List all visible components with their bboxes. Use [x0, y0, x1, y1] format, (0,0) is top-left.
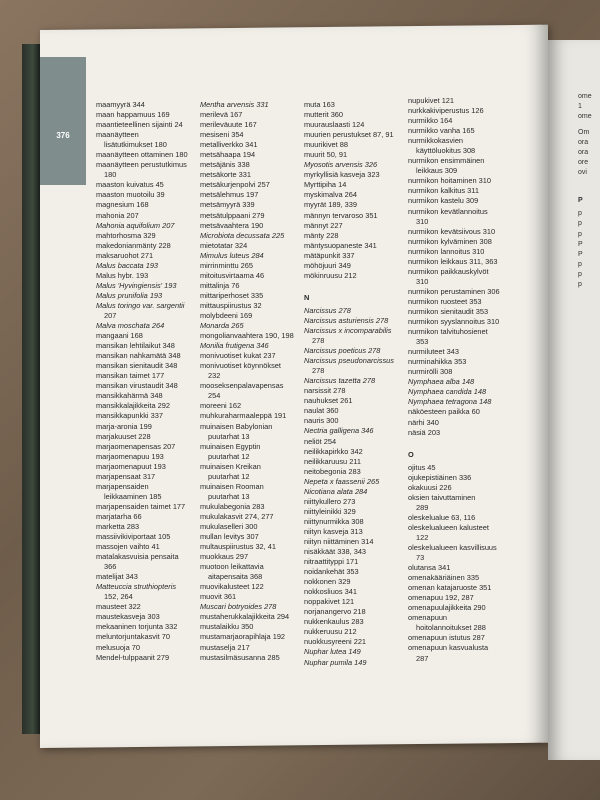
index-entry: nurmirölli 308 — [408, 367, 453, 377]
index-entry: myrkyllisiä kasveja 323 — [304, 170, 380, 180]
index-entry: metsälehmus 197 — [200, 190, 259, 200]
index-entry: metsätulppaani 279 — [200, 210, 265, 220]
index-entry: niittykullero 273 — [304, 496, 356, 506]
index-entry: mansikkalajikkeita 292 — [96, 401, 170, 411]
index-entry: Nectria galligena 346 — [304, 426, 374, 436]
index-entry: mansikan nahkamätä 348 — [96, 351, 181, 361]
index-entry: mahtorhosma 329 — [96, 230, 156, 240]
index-entry: Malva moschata 264 — [96, 321, 165, 331]
index-entry: Malus hybr. 193 — [96, 270, 149, 280]
index-entry: 152, 264 — [104, 592, 133, 602]
index-entry: niityn kasveja 313 — [304, 526, 363, 536]
index-entry: Monilia frutigena 346 — [200, 341, 269, 351]
index-entry: mansikan sienitaudit 348 — [96, 361, 178, 371]
index-entry: nurmikko vanha 165 — [408, 126, 475, 136]
index-entry: puutarhat 13 — [208, 431, 250, 441]
index-entry: marjapensaiden — [96, 481, 149, 491]
index-entry: nurmiluteet 343 — [408, 347, 459, 357]
index-entry: oleskelualueen kalusteet — [408, 522, 489, 532]
index-entry: marja-aronia 199 — [96, 421, 152, 431]
index-column-2 — [200, 100, 294, 663]
index-entry: nukkenkaulus 283 — [304, 617, 364, 627]
index-entry: mullan levitys 307 — [200, 532, 259, 542]
index-entry: 278 — [312, 336, 325, 346]
index-entry: muurien perustukset 87, 91 — [304, 130, 394, 140]
index-entry: mustaherukkalajikkeita 294 — [200, 612, 290, 622]
index-entry: nurkkakiviperustus 126 — [408, 106, 484, 116]
index-entry: p — [578, 260, 582, 268]
index-entry: hoitolannoitukset 288 — [416, 623, 486, 633]
index-entry: myyrät 189, 339 — [304, 200, 357, 210]
index-entry: marjakuuset 228 — [96, 431, 151, 441]
index-entry: Narcissus poeticus 278 — [304, 346, 381, 356]
index-entry: mätäpunkit 337 — [304, 250, 355, 260]
index-entry: maanäytteen perustutkimus — [96, 160, 187, 170]
index-entry: nokkonen 329 — [304, 577, 351, 587]
index-entry: Mentha arvensis 331 — [200, 100, 269, 109]
index-entry: maksaruohot 271 — [96, 250, 154, 260]
index-entry: marjapensaat 317 — [96, 471, 156, 481]
index-entry: 254 — [208, 391, 221, 401]
index-entry: 122 — [416, 532, 429, 542]
index-entry: muinaisen Rooman — [200, 481, 264, 491]
index-entry: p — [578, 210, 582, 218]
index-entry: oleskelualue 63, 116 — [408, 512, 476, 522]
index-entry: maan happamuus 169 — [96, 110, 170, 120]
index-entry: muinaisen Egyptin — [200, 441, 261, 451]
index-entry: ora — [578, 149, 589, 157]
index-entry: mansikkapunkki 337 — [96, 411, 163, 421]
index-letter-heading: N — [304, 292, 310, 302]
index-entry: oleskelualueen kasvillisuus — [408, 543, 497, 553]
index-entry: maamyyrä 344 — [96, 100, 145, 109]
index-entry: maanäytteen — [96, 130, 139, 140]
index-entry: omenapuun istutus 287 — [408, 633, 485, 643]
index-entry: nitraattityppi 171 — [304, 557, 359, 567]
index-entry: niittyleinikki 329 — [304, 506, 356, 516]
index-entry: puutarhat 12 — [208, 451, 250, 461]
index-entry: nurmikon lannoitus 310 — [408, 246, 485, 256]
index-entry: muovikalusteet 122 — [200, 582, 264, 592]
index-entry: Microbiota decussata 225 — [200, 230, 285, 240]
index-entry: Malus prunifolia 193 — [96, 290, 163, 300]
index-entry: omenapuu 192, 287 — [408, 593, 474, 603]
index-entry: mirrinminttu 265 — [200, 260, 253, 270]
index-entry: maustekasveja 303 — [96, 612, 160, 622]
index-entry: mänty 228 — [304, 230, 339, 240]
index-entry: nisäkkäät 338, 343 — [304, 547, 367, 557]
index-entry: nurmikon kastelu 309 — [408, 196, 479, 206]
index-entry: magnesium 168 — [96, 200, 149, 210]
index-entry: mitoitusvirtaama 46 — [200, 270, 265, 280]
index-entry: nurmikon ruosteet 353 — [408, 296, 482, 306]
index-entry: Om — [578, 129, 590, 137]
index-entry: männyn tervaroso 351 — [304, 210, 378, 220]
column-gap — [408, 438, 500, 444]
index-entry: nurmikon kylväminen 308 — [408, 236, 492, 246]
index-entry: mansikkahärmä 348 — [96, 391, 163, 401]
index-entry: norjanangervo 218 — [304, 607, 366, 617]
index-entry: omenapuulajikkeita 290 — [408, 603, 486, 613]
index-entry: nurmikon talvituhosienet — [408, 327, 488, 337]
book-spine — [22, 44, 40, 734]
index-entry: ome — [578, 113, 592, 121]
index-entry: massiivikiviportaat 105 — [96, 532, 171, 542]
index-entry: merilevä 167 — [200, 110, 243, 120]
index-entry: nurmikon kevätlannoitus — [408, 206, 488, 216]
index-entry: mekaaninen torjunta 332 — [96, 622, 178, 632]
index-entry: matalakasvuisia pensaita — [96, 552, 179, 562]
index-entry: neilikkaruusu 211 — [304, 456, 361, 466]
index-entry: Narcissus pseudonarcissus — [304, 356, 394, 366]
index-entry: 207 — [104, 310, 117, 320]
index-entry: niittynurmikka 308 — [304, 516, 364, 526]
index-letter-heading: O — [408, 449, 414, 459]
index-entry: 289 — [416, 502, 429, 512]
index-entry: mukulakasvit 274, 277 — [200, 511, 274, 521]
index-entry: Nymphaea alba 148 — [408, 377, 475, 387]
index-entry: Myosotis arvensis 326 — [304, 160, 378, 170]
index-entry: narsissit 278 — [304, 386, 346, 396]
index-entry: metsämyyrä 339 — [200, 200, 255, 210]
index-entry: nupukivet 121 — [408, 96, 455, 105]
index-entry: käyttöluokitus 308 — [416, 146, 476, 156]
index-entry: Nymphaea tetragona 148 — [408, 397, 492, 407]
index-entry: muinaisen Babylonian — [200, 421, 273, 431]
book-page-right — [548, 40, 600, 760]
index-entry: Narcissus tazetta 278 — [304, 376, 376, 386]
index-entry: mansikan taimet 177 — [96, 371, 165, 381]
index-entry: maaston kuivatus 45 — [96, 180, 164, 190]
index-entry: mutterit 360 — [304, 110, 344, 120]
index-entry: Mahonia aquifolium 207 — [96, 220, 175, 230]
index-entry: Nepeta x faassenii 265 — [304, 476, 380, 486]
index-entry: Narcissus 278 — [304, 305, 351, 315]
index-entry: Myrttipiha 14 — [304, 180, 347, 190]
index-entry: nukkeruusu 212 — [304, 627, 357, 637]
column-gap — [578, 184, 592, 190]
index-entry: mansikan lehtilaikut 348 — [96, 341, 175, 351]
index-entry: neilikkapirkko 342 — [304, 446, 363, 456]
index-entry: lisätutkimukset 180 — [104, 140, 167, 150]
index-entry: nuokkusyreeni 221 — [304, 637, 367, 647]
index-entry: molybdeeni 169 — [200, 310, 253, 320]
column-gap — [304, 281, 394, 287]
index-entry: Nymphaea candida 148 — [408, 387, 487, 397]
index-entry: 73 — [416, 553, 425, 563]
index-entry: 180 — [104, 170, 117, 180]
index-entry: puutarhat 12 — [208, 471, 250, 481]
index-entry: mooseksenpalavapensas — [200, 381, 284, 391]
index-entry: omenan katajaruoste 351 — [408, 583, 492, 593]
index-entry: neitobegonia 283 — [304, 466, 361, 476]
index-entry: nurmikon kalkitus 311 — [408, 186, 479, 196]
index-entry: ome — [578, 93, 592, 100]
index-entry: näsiä 203 — [408, 427, 441, 437]
index-entry: nurmikon ensimmäinen — [408, 156, 485, 166]
index-entry: muotoon leikattavia — [200, 562, 264, 572]
index-entry: nurmikon syyslannoitus 310 — [408, 317, 500, 327]
index-entry: Matteuccia struthiopteris — [96, 582, 177, 592]
index-entry: naulat 360 — [304, 406, 339, 416]
index-entry: mangaani 168 — [96, 331, 143, 341]
index-entry: niityn niittäminen 314 — [304, 536, 374, 546]
index-entry: nauris 300 — [304, 416, 339, 426]
index-entry: nokkosliuos 341 — [304, 587, 358, 597]
index-entry: maaston muotoilu 39 — [96, 190, 165, 200]
index-entry: Nuphar pumila 149 — [304, 657, 367, 667]
index-entry: olutansa 341 — [408, 563, 451, 573]
index-entry: massojen vaihto 41 — [96, 542, 160, 552]
index-entry: moreeni 162 — [200, 401, 242, 411]
index-entry: mustamarjaorapihlaja 192 — [200, 632, 286, 642]
index-entry: näköesteen paikka 60 — [408, 407, 480, 417]
index-entry: marketta 283 — [96, 521, 140, 531]
index-entry: metalliverkko 341 — [200, 140, 258, 150]
index-entry: närhi 340 — [408, 417, 439, 427]
index-entry: nurmikko 164 — [408, 116, 453, 126]
index-entry: mesiseni 354 — [200, 130, 244, 140]
index-entry: männyt 227 — [304, 220, 343, 230]
index-entry: 287 — [416, 653, 429, 663]
page-tab — [40, 57, 86, 185]
index-entry: puutarhat 13 — [208, 491, 250, 501]
index-entry: mustasilmäsusanna 285 — [200, 652, 280, 662]
index-entry: muinaisen Kreikan — [200, 461, 261, 471]
index-entry: ore — [578, 159, 589, 167]
index-entry: noidankehät 353 — [304, 567, 359, 577]
index-entry: p — [578, 280, 582, 288]
index-entry: myskimalva 264 — [304, 190, 357, 200]
index-entry: mittauspiirustus 32 — [200, 300, 262, 310]
index-entry: makedonianmänty 228 — [96, 240, 171, 250]
index-entry: nurmikkokasvien — [408, 136, 464, 146]
index-entry: mökinruusu 212 — [304, 270, 357, 280]
index-entry: nurmikon hoitaminen 310 — [408, 176, 491, 186]
index-entry: mongolianvaahtera 190, 198 — [200, 331, 294, 341]
index-entry: Narcissus x incomparabilis — [304, 325, 392, 335]
index-entry: P — [578, 240, 583, 248]
index-entry: mahonia 207 — [96, 210, 139, 220]
index-entry: mustalaikku 350 — [200, 622, 254, 632]
index-entry: omenapuun — [408, 613, 448, 623]
index-letter-heading: P — [578, 197, 583, 205]
index-entry: meluntorjuntakasvit 70 — [96, 632, 170, 642]
index-entry: nurmikon perustaminen 306 — [408, 286, 500, 296]
index-entry: noppakivet 121 — [304, 597, 355, 607]
index-entry: nurmikon kevätsiivous 310 — [408, 226, 496, 236]
index-entry: Narcissus asturiensis 278 — [304, 315, 389, 325]
index-entry: neliöt 254 — [304, 436, 337, 446]
index-entry: muta 163 — [304, 100, 335, 109]
index-entry: ovi — [578, 169, 587, 177]
index-entry: omenapuun kasvualusta — [408, 643, 489, 653]
index-entry: mansikan virustaudit 348 — [96, 381, 178, 391]
index-entry: aitapensaita 368 — [208, 572, 263, 582]
index-entry: möhöjuuri 349 — [304, 260, 351, 270]
index-entry: 278 — [312, 366, 325, 376]
index-entry: monivuotiset köynnökset — [200, 361, 281, 371]
index-entry: 310 — [416, 216, 429, 226]
index-entry: metsähaapa 194 — [200, 150, 256, 160]
index-entry: Mimulus luteus 284 — [200, 250, 264, 260]
index-entry: mittalinja 76 — [200, 280, 240, 290]
index-entry: Muscari botryoides 278 — [200, 602, 277, 612]
index-entry: marjaomenapuut 193 — [96, 461, 166, 471]
index-entry: Malus 'Hyvingiensis' 193 — [96, 280, 177, 290]
index-column-1 — [96, 100, 188, 663]
index-entry: nauhukset 261 — [304, 396, 353, 406]
index-entry: mustaselja 217 — [200, 642, 250, 652]
index-entry: nurminahikka 353 — [408, 357, 467, 367]
index-entry: metsäjänis 338 — [200, 160, 250, 170]
index-entry: marjapensaiden taimet 177 — [96, 501, 186, 511]
index-entry: mietotatar 324 — [200, 240, 248, 250]
index-entry: Malus baccata 193 — [96, 260, 159, 270]
index-entry: ojukepistiäinen 336 — [408, 472, 472, 482]
index-entry: 310 — [416, 276, 429, 286]
index-entry: marjaomenapuu 193 — [96, 451, 164, 461]
index-entry: mittariperhoset 335 — [200, 290, 264, 300]
index-entry: p — [578, 220, 582, 228]
index-entry: maantieteellinen sijainti 24 — [96, 120, 183, 130]
index-column-4 — [408, 96, 500, 664]
index-entry: omenakääriäinen 335 — [408, 573, 480, 583]
page-number: 376 — [56, 131, 70, 140]
index-entry: ora — [578, 139, 589, 147]
index-column-3 — [304, 100, 394, 668]
index-entry: nurmikon leikkaus 311, 363 — [408, 256, 498, 266]
index-entry: P — [578, 250, 583, 258]
index-entry: muhkuraharmaaleppä 191 — [200, 411, 287, 421]
index-entry: matelijat 343 — [96, 572, 138, 582]
index-entry: multauspiirustus 32, 41 — [200, 542, 276, 552]
index-entry: metsäkorte 331 — [200, 170, 251, 180]
index-entry: Malus toringo var. sargentii — [96, 300, 185, 310]
index-entry: 1 — [578, 103, 582, 111]
index-column-5-partial — [578, 92, 592, 290]
index-entry: mausteet 322 — [96, 602, 141, 612]
index-entry: muurauslaasti 124 — [304, 120, 365, 130]
index-entry: melusuoja 70 — [96, 642, 140, 652]
index-entry: muurit 50, 91 — [304, 150, 348, 160]
index-entry: muokkaus 297 — [200, 552, 249, 562]
index-entry: 366 — [104, 562, 117, 572]
index-entry: oksien taivuttaminen — [408, 492, 476, 502]
index-entry: okakuusi 226 — [408, 482, 452, 492]
index-entry: marjaomenapensas 207 — [96, 441, 176, 451]
index-entry: p — [578, 230, 582, 238]
index-entry: metsävaahtera 190 — [200, 220, 264, 230]
index-entry: leikkaus 309 — [416, 166, 458, 176]
index-entry: muurikivet 88 — [304, 140, 348, 150]
index-entry: leikkaaminen 185 — [104, 491, 162, 501]
index-entry: marjatarha 66 — [96, 511, 142, 521]
index-entry: mäntysuopaneste 341 — [304, 240, 377, 250]
index-entry: Nuphar lutea 149 — [304, 647, 361, 657]
index-entry: monivuotiset kukat 237 — [200, 351, 276, 361]
index-entry: mukulaselleri 300 — [200, 521, 258, 531]
index-entry: metsäkurjenpolvi 257 — [200, 180, 270, 190]
index-entry: merileväuute 167 — [200, 120, 257, 130]
index-entry: Mendel-tulppaanit 279 — [96, 652, 170, 662]
index-entry: p — [578, 270, 582, 278]
index-entry: 353 — [416, 337, 429, 347]
index-entry: maanäytteen ottaminen 180 — [96, 150, 188, 160]
index-entry: Nicotiana alata 284 — [304, 486, 368, 496]
index-entry: 232 — [208, 371, 221, 381]
index-entry: Monarda 265 — [200, 321, 244, 331]
index-entry: muovit 361 — [200, 592, 237, 602]
index-entry: nurmikon paikkauskylvöt — [408, 266, 489, 276]
index-entry: nurmikon sienitaudit 353 — [408, 306, 489, 316]
index-entry: mukulabegonia 283 — [200, 501, 265, 511]
index-entry: ojitus 45 — [408, 462, 436, 472]
